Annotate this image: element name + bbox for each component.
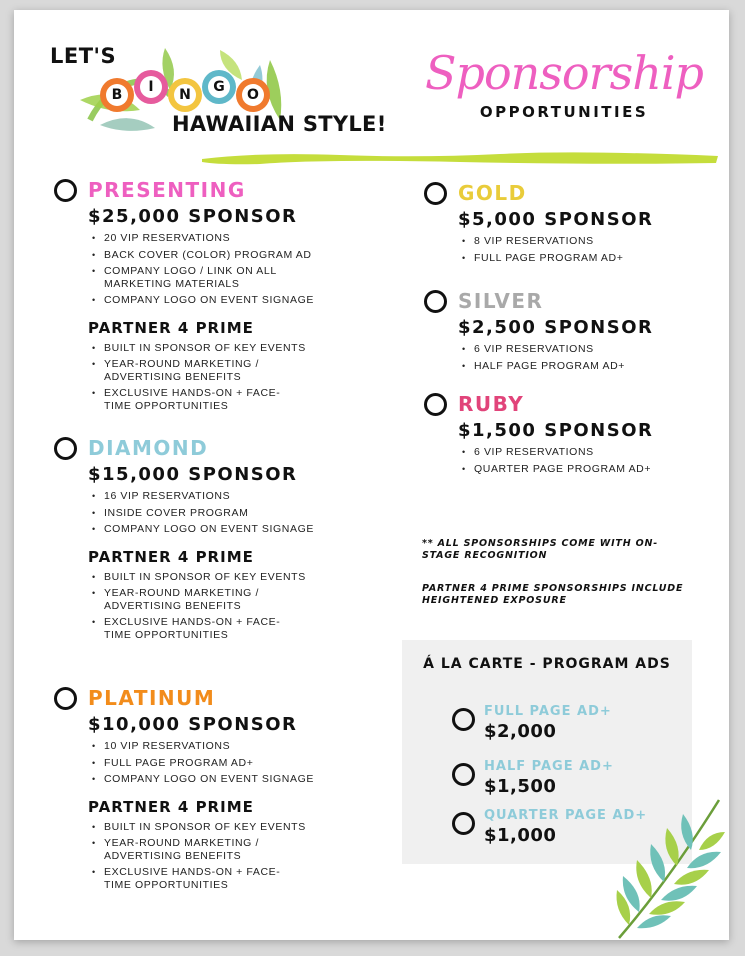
ad-name: FULL PAGE AD+ xyxy=(484,704,612,719)
bingo-balls xyxy=(100,68,280,116)
list-item: • 6 VIP RESERVATIONS xyxy=(462,343,714,356)
list-item: • COMPANY LOGO ON EVENT SIGNAGE xyxy=(92,294,394,307)
list-item: • QUARTER PAGE PROGRAM AD+ xyxy=(462,463,714,476)
ruby-checkbox xyxy=(424,393,447,416)
ruby-tier xyxy=(424,392,714,479)
tier-name: RUBY xyxy=(458,392,525,416)
tier-amount: $5,000 SPONSOR xyxy=(458,209,654,230)
list-item: • FULL PAGE PROGRAM AD+ xyxy=(92,757,394,770)
tier-name: SILVER xyxy=(458,289,544,313)
benefit-list xyxy=(462,235,714,264)
platinum-tier xyxy=(54,686,394,895)
presenting-tier xyxy=(54,178,394,416)
benefit-list xyxy=(92,490,394,536)
recognition-note: ** ALL SPONSORSHIPS COME WITH ON-STAGE RECOGNITION xyxy=(422,538,658,561)
partner-heading: PARTNER 4 PRIME xyxy=(88,547,254,566)
sponsorship-title: Sponsorship xyxy=(425,46,703,100)
list-item: • 6 VIP RESERVATIONS xyxy=(462,446,714,459)
tier-amount: $10,000 SPONSOR xyxy=(88,714,298,735)
hawaiian-style-text: HAWAIIAN STYLE! xyxy=(172,112,387,136)
list-item: • 16 VIP RESERVATIONS xyxy=(92,490,394,503)
tier-name: DIAMOND xyxy=(88,436,209,460)
silver-tier xyxy=(424,289,714,376)
list-item: • EXCLUSIVE HANDS-ON + FACE-TIME OPPORTUNITIES xyxy=(92,866,282,891)
platinum-checkbox xyxy=(54,687,77,710)
list-item: • INSIDE COVER PROGRAM xyxy=(92,507,394,520)
lime-brush-stroke xyxy=(200,150,720,167)
silver-checkbox xyxy=(424,290,447,313)
list-item: • BACK COVER (COLOR) PROGRAM AD xyxy=(92,249,394,262)
half-page-ad-checkbox xyxy=(452,763,475,786)
quarter-page-ad-checkbox xyxy=(452,812,475,835)
benefit-list xyxy=(92,232,394,307)
benefit-list xyxy=(462,343,714,372)
bingo-ball-i: I xyxy=(134,70,168,104)
list-item: • EXCLUSIVE HANDS-ON + FACE-TIME OPPORTUNITIES xyxy=(92,387,282,412)
a-la-carte-title: Á LA CARTE - PROGRAM ADS xyxy=(423,656,671,672)
bingo-ball-o: O xyxy=(236,78,270,112)
list-item: • BUILT IN SPONSOR OF KEY EVENTS xyxy=(92,821,394,834)
list-item: • 10 VIP RESERVATIONS xyxy=(92,740,394,753)
list-item: • COMPANY LOGO ON EVENT SIGNAGE xyxy=(92,523,394,536)
ad-price: $1,000 xyxy=(484,825,557,846)
palm-leaf-decoration xyxy=(609,790,729,940)
tier-name: GOLD xyxy=(458,181,527,205)
bingo-ball-n: N xyxy=(168,78,202,112)
list-item: • HALF PAGE PROGRAM AD+ xyxy=(462,360,714,373)
opportunities-subtitle: OPPORTUNITIES xyxy=(479,103,649,121)
tier-amount: $15,000 SPONSOR xyxy=(88,464,298,485)
flyer-page xyxy=(14,10,729,940)
gold-tier xyxy=(424,181,714,268)
diamond-checkbox xyxy=(54,437,77,460)
list-item: • COMPANY LOGO / LINK ON ALL MARKETING MATERIALS xyxy=(92,265,302,290)
half-page-ad-option xyxy=(452,759,614,797)
bingo-ball-b: B xyxy=(100,78,134,112)
list-item: • FULL PAGE PROGRAM AD+ xyxy=(462,252,714,265)
benefit-list xyxy=(462,446,714,475)
list-item: • YEAR-ROUND MARKETING / ADVERTISING BENEFITS xyxy=(92,587,282,612)
partner-heading: PARTNER 4 PRIME xyxy=(88,797,254,816)
bingo-ball-g: G xyxy=(202,70,236,104)
list-item: • 20 VIP RESERVATIONS xyxy=(92,232,394,245)
partner-benefit-list xyxy=(92,571,394,642)
ad-price: $2,000 xyxy=(484,721,557,742)
list-item: • BUILT IN SPONSOR OF KEY EVENTS xyxy=(92,342,394,355)
tier-name: PLATINUM xyxy=(88,686,216,710)
partner-benefit-list xyxy=(92,821,394,892)
partner-benefit-list xyxy=(92,342,394,413)
ad-name: QUARTER PAGE AD+ xyxy=(484,808,648,823)
list-item: • COMPANY LOGO ON EVENT SIGNAGE xyxy=(92,773,394,786)
list-item: • EXCLUSIVE HANDS-ON + FACE-TIME OPPORTUNITIES xyxy=(92,616,282,641)
ad-price: $1,500 xyxy=(484,776,557,797)
benefit-list xyxy=(92,740,394,786)
diamond-tier xyxy=(54,436,394,645)
full-page-ad-option xyxy=(452,704,612,742)
tier-amount: $25,000 SPONSOR xyxy=(88,206,298,227)
list-item: • BUILT IN SPONSOR OF KEY EVENTS xyxy=(92,571,394,584)
list-item: • YEAR-ROUND MARKETING / ADVERTISING BENEFITS xyxy=(92,358,282,383)
presenting-checkbox xyxy=(54,179,77,202)
list-item: • 8 VIP RESERVATIONS xyxy=(462,235,714,248)
full-page-ad-checkbox xyxy=(452,708,475,731)
exposure-note: PARTNER 4 PRIME SPONSORSHIPS INCLUDE HEIGHTENED EXPOSURE xyxy=(422,583,684,606)
lets-text: LET'S xyxy=(50,44,117,68)
gold-checkbox xyxy=(424,182,447,205)
list-item: • YEAR-ROUND MARKETING / ADVERTISING BENEFITS xyxy=(92,837,282,862)
tier-amount: $2,500 SPONSOR xyxy=(458,317,654,338)
tier-name: PRESENTING xyxy=(88,178,246,202)
partner-heading: PARTNER 4 PRIME xyxy=(88,318,254,337)
ad-name: HALF PAGE AD+ xyxy=(484,759,614,774)
tier-amount: $1,500 SPONSOR xyxy=(458,420,654,441)
